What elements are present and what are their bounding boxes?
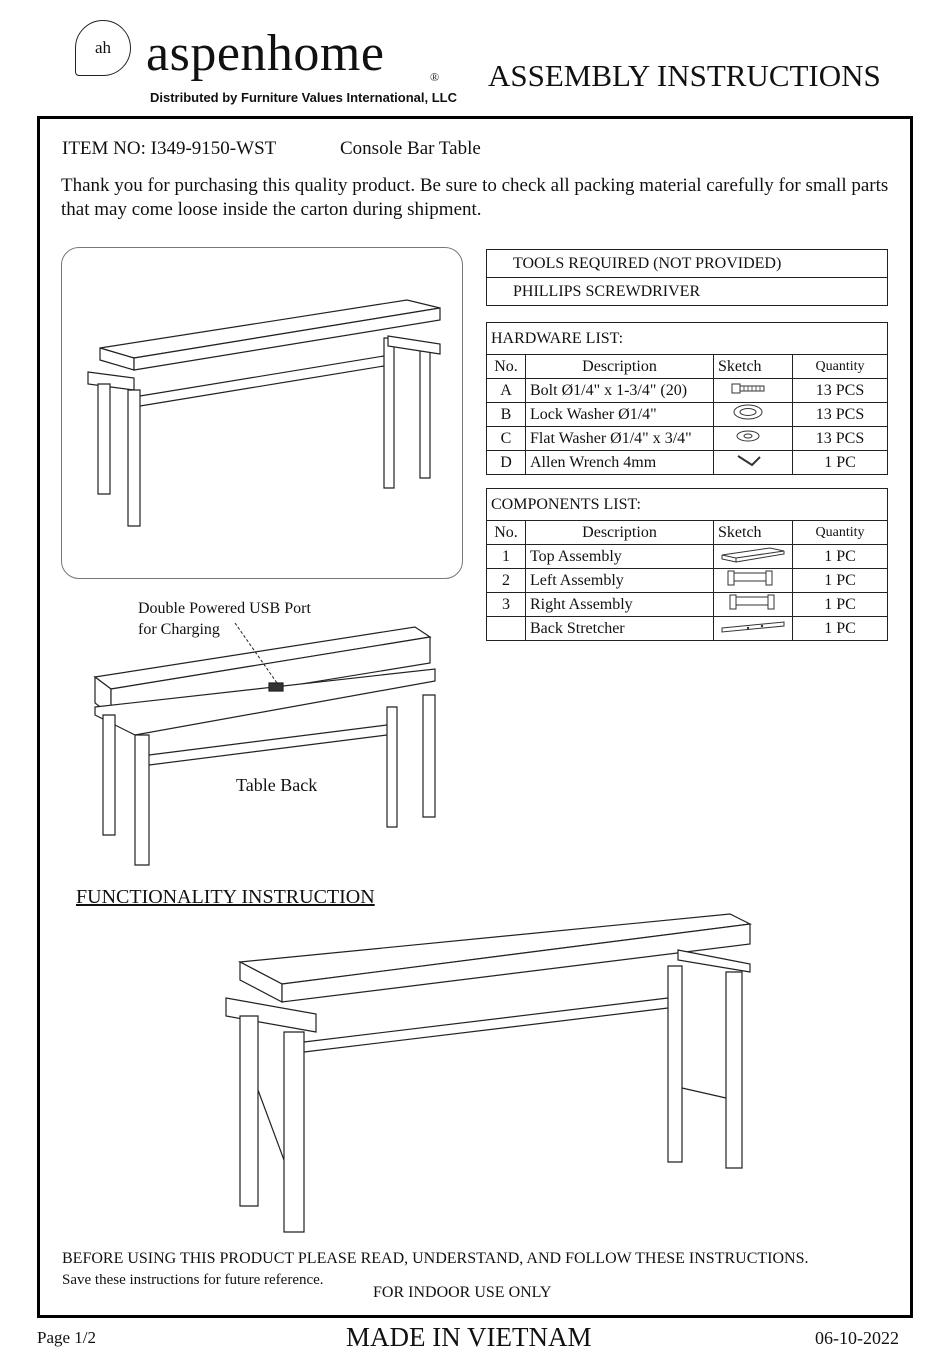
table-row xyxy=(487,403,888,427)
document-date: 06-10-2022 xyxy=(815,1328,899,1348)
country-of-origin: MADE IN VIETNAM xyxy=(346,1322,592,1352)
usb-port-label-line1: Double Powered USB Port xyxy=(138,600,311,617)
row-description: Left Assembly xyxy=(526,569,714,593)
right-assembly-icon xyxy=(714,593,793,617)
col-header-no: No. xyxy=(487,355,526,379)
logo-wordmark: aspenhome xyxy=(146,25,385,82)
row-description: Flat Washer Ø1/4" x 3/4" xyxy=(526,427,714,451)
table-row xyxy=(487,379,888,403)
item-name: Console Bar Table xyxy=(340,138,481,159)
row-no: C xyxy=(487,427,526,451)
row-description: Top Assembly xyxy=(526,545,714,569)
page-title: ASSEMBLY INSTRUCTIONS xyxy=(488,58,881,93)
warning-text: BEFORE USING THIS PRODUCT PLEASE READ, UNDERSTAND, AND FOLLOW THESE INSTRUCTIONS. xyxy=(62,1250,809,1267)
components-title: COMPONENTS LIST: xyxy=(487,489,888,521)
table-row xyxy=(487,569,888,593)
components-table xyxy=(486,488,888,641)
tools-header: TOOLS REQUIRED (NOT PROVIDED) xyxy=(487,250,888,278)
registered-mark: ® xyxy=(430,70,440,84)
table-row xyxy=(487,545,888,569)
item-number: ITEM NO: I349-9150-WST xyxy=(62,138,277,159)
row-no: B xyxy=(487,403,526,427)
table-row xyxy=(487,617,888,641)
usb-port-label-line2: for Charging xyxy=(138,621,220,638)
row-quantity: 1 PC xyxy=(793,569,888,593)
back-stretcher-icon xyxy=(714,617,793,641)
row-description: Right Assembly xyxy=(526,593,714,617)
tools-table xyxy=(486,249,888,306)
table-back-label: Table Back xyxy=(236,775,318,795)
row-no: 1 xyxy=(487,545,526,569)
col-header-description: Description xyxy=(526,521,714,545)
row-quantity: 13 PCS xyxy=(793,427,888,451)
col-header-sketch: Sketch xyxy=(714,355,793,379)
console-table-back-drawing xyxy=(85,615,455,875)
row-no xyxy=(487,617,526,641)
col-header-quantity: Quantity xyxy=(793,521,888,545)
row-description: Back Stretcher xyxy=(526,617,714,641)
row-quantity: 13 PCS xyxy=(793,379,888,403)
row-quantity: 1 PC xyxy=(793,545,888,569)
product-illustration-box xyxy=(61,247,463,579)
page-number: Page 1/2 xyxy=(37,1328,97,1347)
row-quantity: 13 PCS xyxy=(793,403,888,427)
hardware-table xyxy=(486,322,888,475)
row-quantity: 1 PC xyxy=(793,617,888,641)
row-quantity: 1 PC xyxy=(793,451,888,475)
intro-text: Thank you for purchasing this quality product. Be sure to check all packing material carefully for small parts that may come loose inside the carton during shipment. xyxy=(61,175,889,220)
tools-item: PHILLIPS SCREWDRIVER xyxy=(487,278,888,306)
col-header-quantity: Quantity xyxy=(793,355,888,379)
left-assembly-icon xyxy=(714,569,793,593)
logo-initials: ah xyxy=(94,38,112,57)
row-no: 2 xyxy=(487,569,526,593)
row-quantity: 1 PC xyxy=(793,593,888,617)
row-no: 3 xyxy=(487,593,526,617)
allen-wrench-icon xyxy=(714,451,793,475)
functionality-heading: FUNCTIONALITY INSTRUCTION xyxy=(76,886,375,908)
col-header-no: No. xyxy=(487,521,526,545)
save-instructions-text: Save these instructions for future reference. xyxy=(62,1272,324,1288)
col-header-sketch: Sketch xyxy=(714,521,793,545)
distributor-line: Distributed by Furniture Values International, LLC xyxy=(150,90,457,105)
table-row xyxy=(487,593,888,617)
lock-washer-icon xyxy=(714,403,793,427)
console-table-functional-drawing xyxy=(220,910,760,1240)
hardware-title: HARDWARE LIST: xyxy=(487,323,888,355)
row-no: D xyxy=(487,451,526,475)
console-table-front-drawing xyxy=(62,248,462,578)
row-description: Allen Wrench 4mm xyxy=(526,451,714,475)
col-header-description: Description xyxy=(526,355,714,379)
bolt-icon xyxy=(714,379,793,403)
table-row xyxy=(487,451,888,475)
row-no: A xyxy=(487,379,526,403)
table-row xyxy=(487,427,888,451)
flat-washer-icon xyxy=(714,427,793,451)
top-assembly-icon xyxy=(714,545,793,569)
row-description: Lock Washer Ø1/4" xyxy=(526,403,714,427)
indoor-use-text: FOR INDOOR USE ONLY xyxy=(373,1284,552,1301)
row-description: Bolt Ø1/4" x 1-3/4" (20) xyxy=(526,379,714,403)
